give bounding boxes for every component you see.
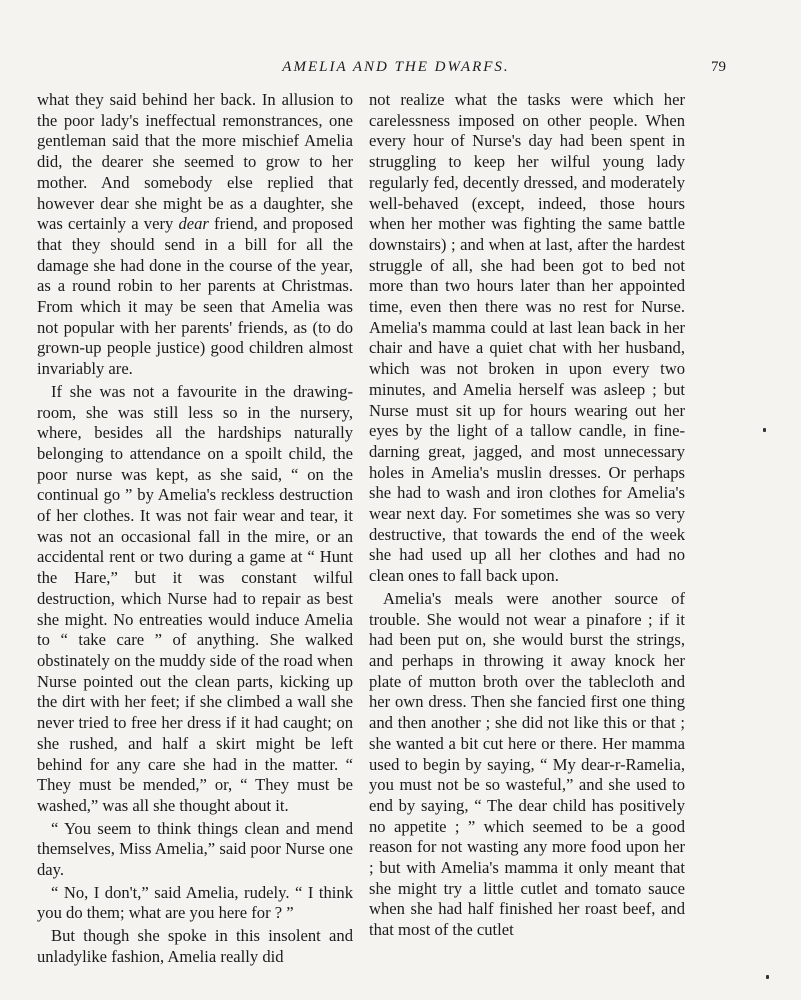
paragraph — [37, 90, 353, 380]
page-number: 79 — [711, 59, 726, 75]
paragraph: “ You seem to think things clean and mend themselves, Miss Amelia,” said poor Nurse one day. — [37, 818, 353, 880]
running-title: AMELIA AND THE DWARFS. — [282, 59, 510, 75]
paragraph-text: what they said behind her back. In allusion to the poor lady's ineffectual remonstrances, one gentleman said that the more mischief Amelia did, the dearer she seemed to grow to her mother. And somebody else replied that however dear she might be as a daughter, she was certainly a very — [37, 90, 353, 234]
page-header — [36, 57, 756, 81]
emphasis-text: dear — [178, 214, 209, 234]
left-column — [37, 90, 353, 968]
paragraph: Amelia's meals were another source of trouble. She would not wear a pinafore ; if it had been put on, she would burst the strings, and perhaps in throwing it away knock her plate of mutton broth over the tablecloth and her own dress. Then she fancied first one thing and then another ; she did not like this or that ; she wanted a bit cut here or there. Her mamma used to begin by saying, “ My dear-r-Ramelia, you must not be so wasteful,” and she used to end by saying, “ The dear child has positively no appetite ; ” which seemed to be a good reason for not wasting any more food upon her ; but with Amelia's mamma it only meant that she might try a little cutlet and tomato sauce when she had half finished her roast beef, and that most of the cutlet — [369, 588, 685, 940]
paragraph: not realize what the tasks were which her carelessness imposed on other people. When every hour of Nurse's day had been spent in struggling to keep her wilful young lady regularly fed, decently dressed, and moderately well-behaved (except, indeed, those hours when her mother was fighting the same battle downstairs) ; and when at last, after the hardest struggle of all, she had been got to bed not more than two hours later than her appointed time, even then there was no rest for Nurse. Amelia's mamma could at last lean back in her chair and have a quiet chat with her husband, which was not broken in upon every two minutes, and Amelia herself was asleep ; but Nurse must sit up for hours wearing out her eyes by the light of a tallow candle, in fine-darning great, jagged, and most unnecessary holes in Amelia's muslin dresses. Or perhaps she had to wash and iron clothes for Amelia's wear next day. For sometimes she was so very destructive, that towards the end of the week she had used up all her clothes and had no clean ones to fall back upon. — [369, 90, 685, 586]
right-column — [369, 90, 685, 941]
paragraph: “ No, I don't,” said Amelia, rudely. “ I think you do them; what are you here for ? ” — [37, 882, 353, 923]
paragraph: But though she spoke in this insolent and unladylike fashion, Amelia really did — [37, 926, 353, 966]
paragraph-text: friend, and proposed that they should send in a bill for all the damage she had done in the course of the year, as a round robin to her parents at Christmas. From which it may be seen that Amelia was not popular with her parents' friends, as (to do grown-up people justice) good children almost invariably are. — [37, 214, 353, 379]
paragraph: If she was not a favourite in the drawing-room, she was still less so in the nursery, where, besides all the hardships naturally belonging to attendance on a spoilt child, the poor nurse was kept, as she said, “ on the continual go ” by Amelia's reckless destruction of her clothes. It was not fair wear and tear, it was not an occasional fall in the mire, or an accidental rent or two during a game at “ Hunt the Hare,” but it was constant wilful destruction, which Nurse had to repair as best she might. No entreaties would induce Amelia to “ take care ” of anything. She walked obstinately on the muddy side of the road when Nurse pointed out the clean parts, kicking up the dirt with her feet; if she climbed a wall she never tried to free her dress if it had caught; on she rushed, and half a skirt might be left behind for any care she had in the matter. “ They must be mended,” or, “ They must be washed,” was all she thought about it. — [37, 381, 353, 815]
paper-speck — [763, 428, 766, 432]
paper-speck — [766, 975, 769, 979]
